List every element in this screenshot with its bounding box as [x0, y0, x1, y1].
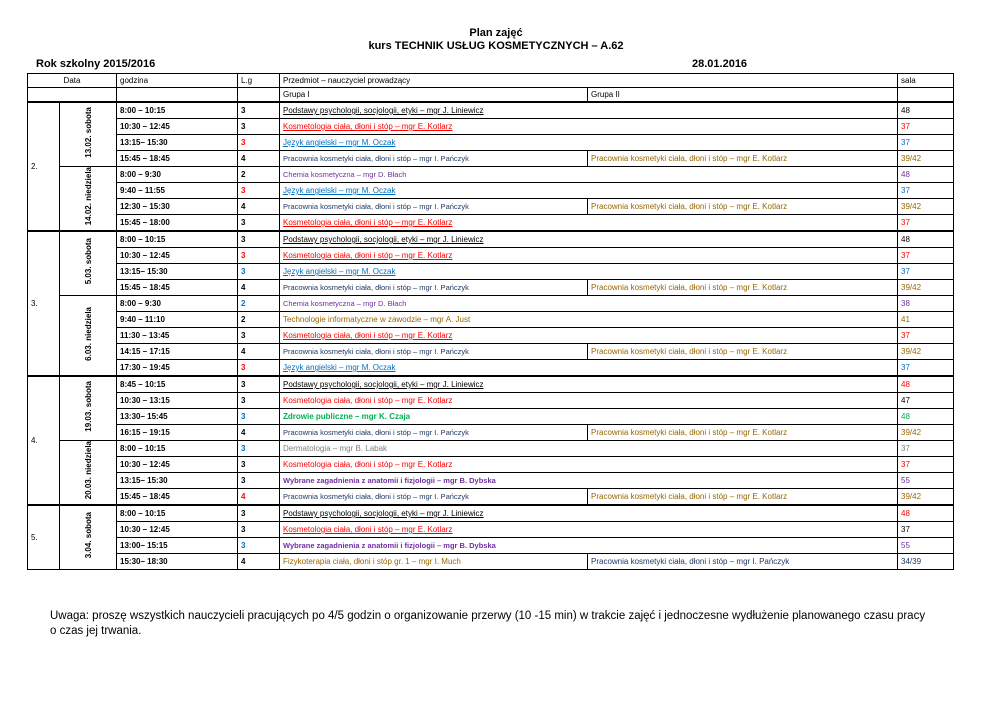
day-label: 20.03. niedziela	[83, 441, 93, 500]
subject-group1-cell	[280, 183, 898, 199]
subject-group1-cell	[280, 360, 898, 377]
subject-group1-cell	[280, 280, 588, 296]
subject-text: Język angielski – mgr M. Oczak	[283, 267, 396, 276]
hours-cell: 4	[238, 344, 280, 360]
subject-text: Pracownia kosmetyki ciała, dłoni i stóp – mgr I. Pańczyk	[283, 428, 469, 437]
subject-group1-cell	[280, 199, 588, 215]
table-row	[28, 360, 954, 377]
time-cell: 14:15 – 17:15	[117, 344, 238, 360]
hours-cell: 2	[238, 167, 280, 183]
subject-text: Kosmetologia ciała, dłoni i stóp – mgr E. Kotlarz	[283, 396, 453, 405]
table-row	[28, 296, 954, 312]
room-cell: 48	[898, 409, 954, 425]
time-cell: 10:30 – 12:45	[117, 457, 238, 473]
table-row	[28, 489, 954, 506]
table-row	[28, 441, 954, 457]
subject-group1-cell	[280, 135, 898, 151]
subject-text: Podstawy psychologii, socjologii, etyki – mgr J. Liniewicz	[283, 380, 484, 389]
table-row	[28, 409, 954, 425]
hours-cell: 3	[238, 522, 280, 538]
hours-cell: 3	[238, 393, 280, 409]
room-cell: 48	[898, 376, 954, 393]
empty-cell	[898, 88, 954, 103]
time-cell: 12:30 – 15:30	[117, 199, 238, 215]
group-header-row	[28, 88, 954, 103]
room-cell: 55	[898, 473, 954, 489]
subject-text: Kosmetologia ciała, dłoni i stóp – mgr E. Kotlarz	[283, 218, 453, 227]
subject-group1-cell	[280, 102, 898, 119]
time-cell: 10:30 – 13:15	[117, 393, 238, 409]
room-cell: 37	[898, 441, 954, 457]
subject-text: Kosmetologia ciała, dłoni i stóp – mgr E. Kotlarz	[283, 331, 453, 340]
subject-text: Podstawy psychologii, socjologii, etyki – mgr J. Liniewicz	[283, 106, 484, 115]
table-row	[28, 167, 954, 183]
subject-text: Technologie informatyczne w zawodzie – mgr A. Just	[283, 315, 471, 324]
subject-group1-cell	[280, 489, 588, 506]
time-cell: 16:15 – 19:15	[117, 425, 238, 441]
hours-cell: 3	[238, 360, 280, 377]
hours-cell: 3	[238, 135, 280, 151]
subject-group2-cell: Pracownia kosmetyki ciała, dłoni i stóp – mgr I. Pańczyk	[588, 554, 898, 570]
day-label-cell	[60, 296, 117, 377]
subject-group1-cell	[280, 312, 898, 328]
room-cell: 48	[898, 102, 954, 119]
table-row	[28, 280, 954, 296]
room-cell: 37	[898, 360, 954, 377]
col-header-godzina: godzina	[117, 74, 238, 88]
table-row	[28, 183, 954, 199]
room-cell: 39/42	[898, 199, 954, 215]
table-row	[28, 425, 954, 441]
time-cell: 9:40 – 11:10	[117, 312, 238, 328]
table-row	[28, 135, 954, 151]
table-row	[28, 376, 954, 393]
day-label-cell	[60, 231, 117, 296]
table-row	[28, 538, 954, 554]
block-number: 4.	[28, 376, 60, 505]
time-cell: 11:30 – 13:45	[117, 328, 238, 344]
room-cell: 37	[898, 522, 954, 538]
col-header-sala: sala	[898, 74, 954, 88]
time-cell: 8:00 – 10:15	[117, 441, 238, 457]
hours-cell: 3	[238, 457, 280, 473]
subject-group1-cell	[280, 215, 898, 232]
subject-group1-cell	[280, 344, 588, 360]
subject-group1-cell	[280, 167, 898, 183]
day-label-cell	[60, 505, 117, 570]
time-cell: 13:15– 15:30	[117, 264, 238, 280]
hours-cell: 4	[238, 489, 280, 506]
hours-cell: 3	[238, 231, 280, 248]
time-cell: 10:30 – 12:45	[117, 522, 238, 538]
subject-text: Chemia kosmetyczna – mgr D. Błach	[283, 299, 407, 308]
block-number: 5.	[28, 505, 60, 570]
table-row	[28, 393, 954, 409]
subject-text: Zdrowie publiczne – mgr K. Czaja	[283, 412, 411, 421]
hours-cell: 2	[238, 312, 280, 328]
subject-text: Kosmetologia ciała, dłoni i stóp – mgr E. Kotlarz	[283, 122, 453, 131]
block-number: 2.	[28, 102, 60, 231]
subject-text: Podstawy psychologii, socjologii, etyki – mgr J. Liniewicz	[283, 509, 484, 518]
room-cell: 39/42	[898, 425, 954, 441]
subject-text: Język angielski – mgr M. Oczak	[283, 363, 396, 372]
table-row	[28, 554, 954, 570]
header-row	[28, 74, 954, 88]
time-cell: 15:45 – 18:45	[117, 280, 238, 296]
subject-group2-cell: Pracownia kosmetyki ciała, dłoni i stóp – mgr E. Kotlarz	[588, 344, 898, 360]
subject-text: Wybrane zagadnienia z anatomii i fizjologii – mgr B. Dybska	[283, 541, 496, 550]
subject-group1-cell	[280, 151, 588, 167]
table-row	[28, 248, 954, 264]
time-cell: 15:30– 18:30	[117, 554, 238, 570]
col-header-lg: L.g	[238, 74, 280, 88]
subject-text: Język angielski – mgr M. Oczak	[283, 186, 396, 195]
room-cell: 37	[898, 264, 954, 280]
time-cell: 10:30 – 12:45	[117, 119, 238, 135]
hours-cell: 3	[238, 328, 280, 344]
subject-group1-cell	[280, 231, 898, 248]
table-row	[28, 505, 954, 522]
room-cell: 39/42	[898, 280, 954, 296]
table-row	[28, 312, 954, 328]
time-cell: 13:15– 15:30	[117, 135, 238, 151]
subject-group2-cell: Pracownia kosmetyki ciała, dłoni i stóp – mgr E. Kotlarz	[588, 199, 898, 215]
day-label-cell	[60, 376, 117, 441]
school-year: Rok szkolny 2015/2016	[36, 58, 156, 70]
subject-group2-cell: Pracownia kosmetyki ciała, dłoni i stóp – mgr E. Kotlarz	[588, 280, 898, 296]
table-row	[28, 119, 954, 135]
subject-group1-cell	[280, 296, 898, 312]
block-number: 3.	[28, 231, 60, 376]
hours-cell: 3	[238, 102, 280, 119]
subject-group1-cell	[280, 505, 898, 522]
time-cell: 10:30 – 12:45	[117, 248, 238, 264]
time-cell: 13:30– 15:45	[117, 409, 238, 425]
time-cell: 15:45 – 18:45	[117, 489, 238, 506]
subject-group1-cell	[280, 393, 898, 409]
hours-cell: 3	[238, 119, 280, 135]
col-header-data: Data	[28, 74, 117, 88]
hours-cell: 2	[238, 296, 280, 312]
time-cell: 8:00 – 10:15	[117, 231, 238, 248]
day-label: 6.03. niedziela	[83, 306, 93, 361]
subject-text: Pracownia kosmetyki ciała, dłoni i stóp – mgr I. Pańczyk	[283, 347, 469, 356]
room-cell: 39/42	[898, 489, 954, 506]
table-row	[28, 457, 954, 473]
hours-cell: 3	[238, 248, 280, 264]
room-cell: 37	[898, 135, 954, 151]
subject-text: Dermatologia – mgr B. Labak	[283, 444, 388, 453]
col-header-grupa2: Grupa II	[588, 88, 898, 103]
room-cell: 48	[898, 167, 954, 183]
room-cell: 48	[898, 505, 954, 522]
empty-cell	[117, 88, 238, 103]
day-label-cell	[60, 441, 117, 506]
subject-text: Kosmetologia ciała, dłoni i stóp – mgr E. Kotlarz	[283, 251, 453, 260]
subject-group2-cell: Pracownia kosmetyki ciała, dłoni i stóp – mgr E. Kotlarz	[588, 425, 898, 441]
subject-group2-cell: Pracownia kosmetyki ciała, dłoni i stóp – mgr E. Kotlarz	[588, 151, 898, 167]
hours-cell: 3	[238, 409, 280, 425]
subject-group1-cell	[280, 457, 898, 473]
table-row	[28, 199, 954, 215]
subject-group1-cell	[280, 441, 898, 457]
room-cell: 37	[898, 215, 954, 232]
subject-group1-cell	[280, 425, 588, 441]
document-date: 28.01.2016	[692, 58, 748, 70]
hours-cell: 4	[238, 280, 280, 296]
subject-text: Fizykoterapia ciała, dłoni i stóp gr. 1 – mgr I. Much	[283, 557, 461, 566]
subject-group1-cell	[280, 328, 898, 344]
room-cell: 37	[898, 328, 954, 344]
room-cell: 48	[898, 231, 954, 248]
subject-group1-cell	[280, 264, 898, 280]
table-row	[28, 151, 954, 167]
hours-cell: 4	[238, 199, 280, 215]
time-cell: 9:40 – 11:55	[117, 183, 238, 199]
room-cell: 37	[898, 183, 954, 199]
table-row	[28, 231, 954, 248]
time-cell: 8:00 – 9:30	[117, 167, 238, 183]
time-cell: 8:00 – 10:15	[117, 505, 238, 522]
subject-text: Pracownia kosmetyki ciała, dłoni i stóp – mgr I. Pańczyk	[283, 202, 469, 211]
empty-cell	[238, 88, 280, 103]
subject-text: Chemia kosmetyczna – mgr D. Błach	[283, 170, 407, 179]
room-cell: 37	[898, 457, 954, 473]
hours-cell: 4	[238, 554, 280, 570]
subject-text: Kosmetologia ciała, dłoni i stóp – mgr E. Kotlarz	[283, 460, 453, 469]
empty-cell	[28, 88, 117, 103]
subject-text: Wybrane zagadnienia z anatomii i fizjologii – mgr B. Dybska	[283, 476, 496, 485]
col-header-grupa1: Grupa I	[280, 88, 588, 103]
room-cell: 37	[898, 119, 954, 135]
table-row	[28, 522, 954, 538]
table-row	[28, 264, 954, 280]
room-cell: 34/39	[898, 554, 954, 570]
hours-cell: 3	[238, 473, 280, 489]
table-row	[28, 215, 954, 232]
hours-cell: 3	[238, 538, 280, 554]
time-cell: 8:45 – 10:15	[117, 376, 238, 393]
col-header-przedmiot: Przedmiot – nauczyciel prowadzący	[280, 74, 898, 88]
subject-group2-cell: Pracownia kosmetyki ciała, dłoni i stóp – mgr E. Kotlarz	[588, 489, 898, 506]
day-label: 14.02. niedziela	[83, 167, 93, 226]
room-cell: 37	[898, 248, 954, 264]
time-cell: 15:45 – 18:45	[117, 151, 238, 167]
time-cell: 8:00 – 10:15	[117, 102, 238, 119]
room-cell: 47	[898, 393, 954, 409]
subject-text: Pracownia kosmetyki ciała, dłoni i stóp – mgr I. Pańczyk	[283, 154, 469, 163]
subject-text: Pracownia kosmetyki ciała, dłoni i stóp – mgr I. Pańczyk	[283, 492, 469, 501]
hours-cell: 3	[238, 441, 280, 457]
course-title: kurs TECHNIK USŁUG KOSMETYCZNYCH – A.62	[368, 40, 624, 52]
subject-group1-cell	[280, 522, 898, 538]
time-cell: 8:00 – 9:30	[117, 296, 238, 312]
day-label: 13.02. sobota	[83, 107, 93, 158]
hours-cell: 3	[238, 264, 280, 280]
schedule-table	[27, 73, 954, 570]
subject-text: Pracownia kosmetyki ciała, dłoni i stóp – mgr I. Pańczyk	[283, 283, 469, 292]
table-row	[28, 328, 954, 344]
hours-cell: 3	[238, 183, 280, 199]
hours-cell: 4	[238, 151, 280, 167]
page-title: Plan zajęć	[469, 27, 523, 39]
room-cell: 39/42	[898, 344, 954, 360]
day-label: 19.03. sobota	[83, 381, 93, 432]
subject-text: Kosmetologia ciała, dłoni i stóp – mgr E. Kotlarz	[283, 525, 453, 534]
day-label-cell	[60, 102, 117, 167]
note-text: Uwaga: proszę wszystkich nauczycieli pracujących po 4/5 godzin o organizowanie przerwy (10 -15 min) w trakcie zajęć i jednoczesne wydłużenie planowanego czasu pracy o czas jej trwania.	[50, 610, 926, 637]
day-label: 3.04. sobota	[83, 512, 93, 559]
day-label-cell	[60, 167, 117, 232]
time-cell: 17:30 – 19:45	[117, 360, 238, 377]
subject-group1-cell	[280, 248, 898, 264]
table-row	[28, 344, 954, 360]
hours-cell: 4	[238, 425, 280, 441]
time-cell: 13:15– 15:30	[117, 473, 238, 489]
time-cell: 13:00– 15:15	[117, 538, 238, 554]
subject-group1-cell	[280, 473, 898, 489]
room-cell: 41	[898, 312, 954, 328]
room-cell: 38	[898, 296, 954, 312]
table-row	[28, 473, 954, 489]
room-cell: 39/42	[898, 151, 954, 167]
subject-group1-cell	[280, 376, 898, 393]
day-label: 5.03. sobota	[83, 238, 93, 285]
subject-group1-cell	[280, 554, 588, 570]
subject-group1-cell	[280, 538, 898, 554]
hours-cell: 3	[238, 505, 280, 522]
room-cell: 55	[898, 538, 954, 554]
hours-cell: 3	[238, 376, 280, 393]
subject-text: Podstawy psychologii, socjologii, etyki – mgr J. Liniewicz	[283, 235, 484, 244]
subject-group1-cell	[280, 409, 898, 425]
subject-text: Język angielski – mgr M. Oczak	[283, 138, 396, 147]
time-cell: 15:45 – 18:00	[117, 215, 238, 232]
table-row	[28, 102, 954, 119]
hours-cell: 3	[238, 215, 280, 232]
subject-group1-cell	[280, 119, 898, 135]
